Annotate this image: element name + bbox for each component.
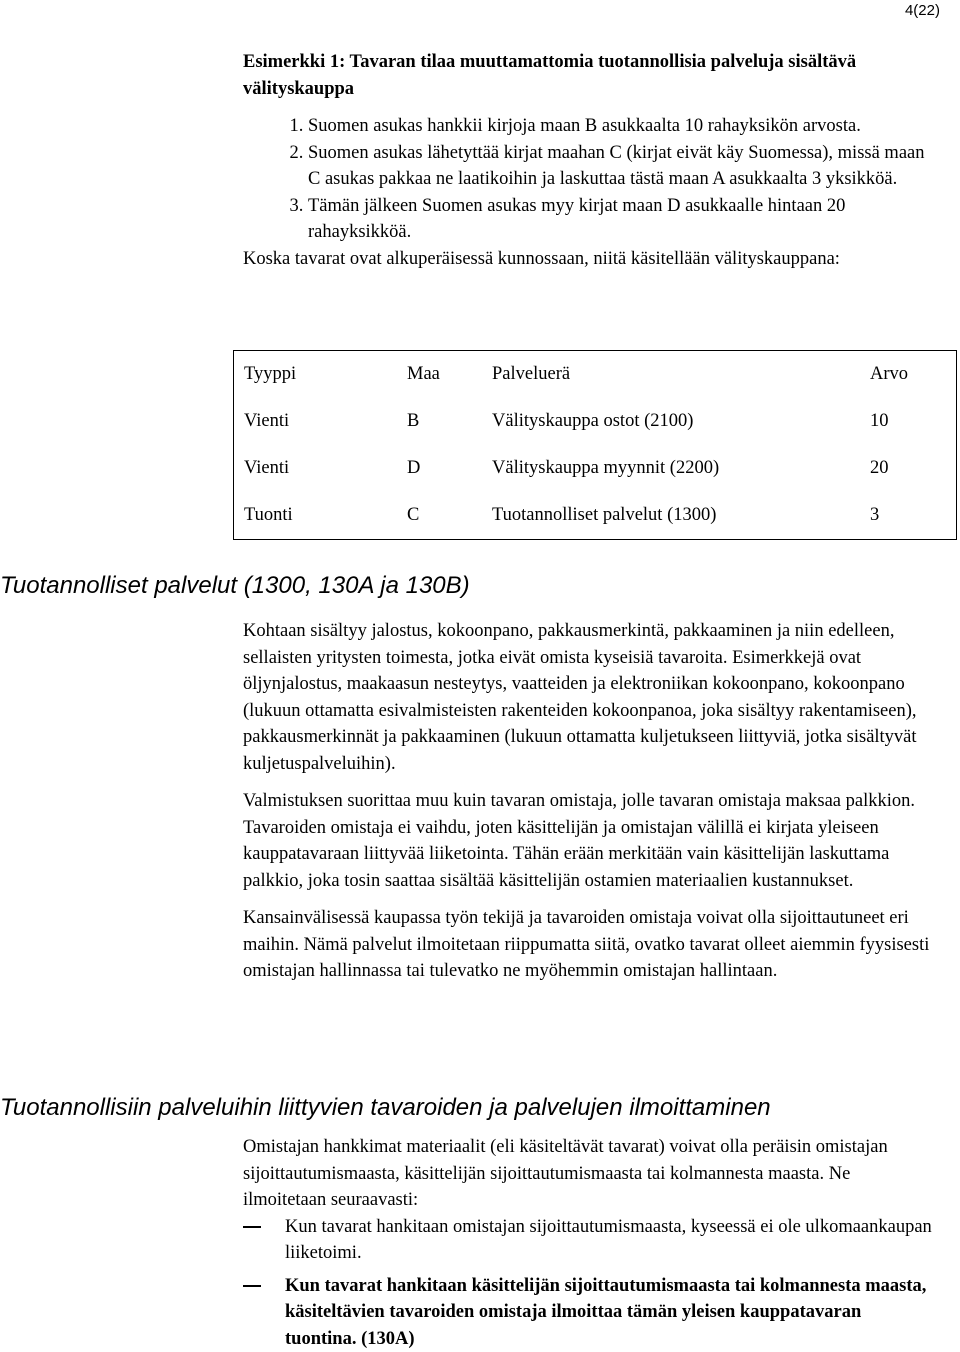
table-header-cell: Tyyppi xyxy=(234,351,398,399)
table-cell: Välityskauppa ostot (2100) xyxy=(482,398,870,445)
paragraph: Omistajan hankkimat materiaalit (eli käsiteltävät tavarat) voivat olla peräisin omistajan sijoittautumismaasta, käsittelijän sijoittautumismaasta tai kolmannesta maasta. Ne ilmoitetaan seuraavasti: xyxy=(243,1134,933,1214)
paragraph: Kohtaan sisältyy jalostus, kokoonpano, pakkausmerkintä, pakkaaminen ja niin edelleen, sellaisten yritysten toimesta, jotka eivät omista kyseisiä tavaroita. Esimerkkejä ovat öljynjalostus, maakaasun nesteytys, vaatteiden ja elektroniikan kokoonpano, kokoonpano (lukuun ottamatta esivalmisteisten rakenteiden kokoonpanoa, joka sisältyy rakentamiseen), pakkausmerkinnät ja pakkaaminen (lukuun ottamatta kuljetukseen liittyviä, jotka sisältyvät kuljetuspalveluihin). xyxy=(243,618,933,777)
example-title: Esimerkki 1: Tavaran tilaa muuttamattomia tuotannollisia palveluja sisältävä välityskauppa xyxy=(243,49,933,102)
dash-bullet-icon xyxy=(243,1226,261,1228)
dash-list xyxy=(243,1214,933,1352)
table-cell: Tuonti xyxy=(234,492,398,540)
example-note: Koska tavarat ovat alkuperäisessä kunnossaan, niitä käsitellään välityskauppana: xyxy=(243,246,933,273)
table-header-cell: Maa xyxy=(397,351,482,399)
example-step: 1. Suomen asukas hankkii kirjoja maan B asukkaalta 10 rahayksikön arvosta. xyxy=(308,113,933,140)
table-cell: Vienti xyxy=(234,398,398,445)
table-cell: 20 xyxy=(870,445,957,492)
table-cell: B xyxy=(397,398,482,445)
list-item-text: Kun tavarat hankitaan käsittelijän sijoittautumismaasta tai kolmannesta maasta, käsiteltävien tavaroiden omistaja ilmoittaa tämän yleisen kauppatavaran tuontina. (130A) xyxy=(285,1276,926,1349)
table-header-cell: Palveluerä xyxy=(482,351,870,399)
table-row xyxy=(234,492,957,540)
transaction-table xyxy=(233,350,957,540)
list-item xyxy=(243,1273,933,1352)
table-cell: 3 xyxy=(870,492,957,540)
section-heading: Tuotannollisiin palveluihin liittyvien tavaroiden ja palvelujen ilmoittaminen xyxy=(0,1093,771,1123)
list-item xyxy=(243,1214,933,1267)
section-body xyxy=(243,618,933,996)
dash-bullet-icon xyxy=(243,1285,261,1287)
table-header-cell: Arvo xyxy=(870,351,957,399)
table-row xyxy=(234,445,957,492)
list-item-text: Kun tavarat hankitaan omistajan sijoittautumismaasta, kyseessä ei ole ulkomaankaupan liiketoimi. xyxy=(285,1217,932,1264)
example-step: 2. Suomen asukas lähetyttää kirjat maahan C (kirjat eivät käy Suomessa), missä maan C asukas pakkaa ne laatikoihin ja laskuttaa tästä maan A asukkaalta 3 yksikköä. xyxy=(308,140,933,193)
paragraph: Valmistuksen suorittaa muu kuin tavaran omistaja, jolle tavaran omistaja maksaa palkkion. Tavaroiden omistaja ei vaihdu, joten käsittelijän ja omistajan välillä ei kirjata yleiseen kauppatavaraan liittyvää liiketointa. Tähän erään merkitään vain käsittelijän laskuttama palkkio, joka tosin saattaa sisältää käsittelijän ostamien materiaalien kustannukset. xyxy=(243,788,933,894)
section-body xyxy=(243,1134,933,1352)
example-steps xyxy=(243,113,933,246)
table-row xyxy=(234,398,957,445)
table-header-row xyxy=(234,351,957,399)
section-heading: Tuotannolliset palvelut (1300, 130A ja 130B) xyxy=(0,571,470,601)
table-cell: 10 xyxy=(870,398,957,445)
table-cell: Vienti xyxy=(234,445,398,492)
table-cell: Välityskauppa myynnit (2200) xyxy=(482,445,870,492)
page-number: 4(22) xyxy=(905,2,940,19)
table-cell: D xyxy=(397,445,482,492)
table-cell: Tuotannolliset palvelut (1300) xyxy=(482,492,870,540)
example-step: 3. Tämän jälkeen Suomen asukas myy kirjat maan D asukkaalle hintaan 20 rahayksikköä. xyxy=(308,193,933,246)
table-cell: C xyxy=(397,492,482,540)
paragraph: Kansainvälisessä kaupassa työn tekijä ja tavaroiden omistaja voivat olla sijoittautuneet eri maihin. Nämä palvelut ilmoitetaan riippumatta siitä, ovatko tavarat olleet aiemmin fyysisesti omistajan hallinnassa tai tulevatko ne myöhemmin omistajan hallintaan. xyxy=(243,905,933,985)
example-block xyxy=(243,49,933,283)
